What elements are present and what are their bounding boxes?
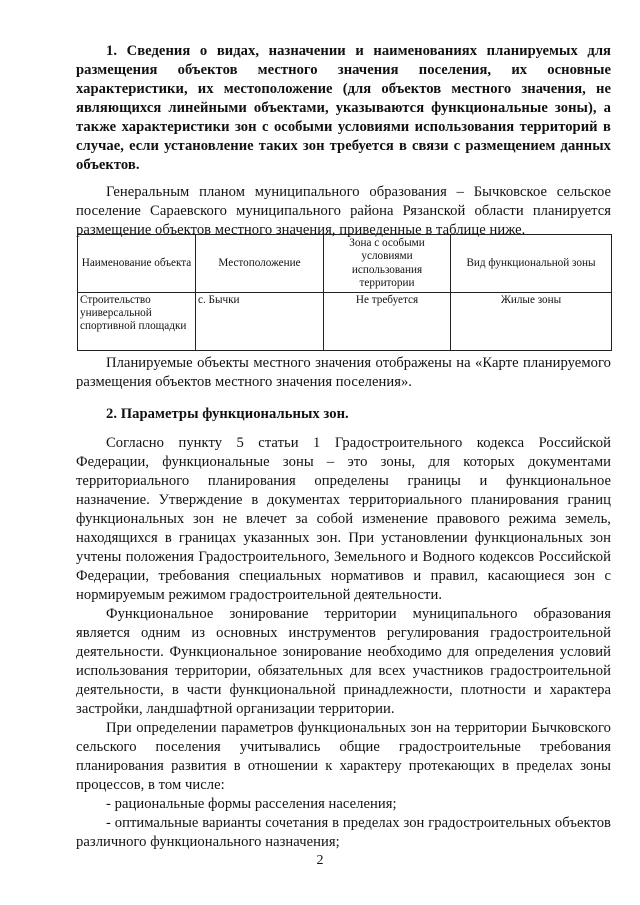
after-table-paragraph: Планируемые объекты местного значения отображены на «Карте планируемого размещения объектов местного значения поселения».: [76, 355, 611, 390]
section-2-heading: 2. Параметры функциональных зон.: [106, 406, 349, 422]
table-row: [78, 293, 612, 351]
section-2-body: [76, 434, 611, 852]
cell-object-name: Строительство универсальной спортивной площадки: [78, 293, 196, 351]
table-header-row: [78, 235, 612, 293]
paragraph: Функциональное зонирование территории муниципального образования является одним из основных инструментов регулирования градостроительной деятельности. Функциональное зонирование необходимо для определения условий использования территории, обязательных для всех участников градостроительной деятельности, в части функциональной принадлежности, плотности и характера застройки, ландшафтной организации территории.: [76, 606, 611, 717]
header-object-name: Наименование объекта: [78, 235, 196, 293]
header-functional-zone: Вид функциональной зоны: [451, 235, 612, 293]
page-number: 2: [316, 853, 324, 868]
section-1-heading: 1. Сведения о видах, назначении и наименованиях планируемых для размещения объектов местного значения поселения, их основные характеристики, их местоположение (для объектов местного значения, не являющихся линейными объектами, указываются функциональные зоны), а также характеристики зон с особыми условиями использования территорий в случае, если установление таких зон требуется в связи с размещением данных объектов.: [76, 43, 611, 173]
header-special-zone: Зона с особыми условиями использования территории: [324, 235, 451, 293]
intro-paragraph: Генеральным планом муниципального образования – Бычковское сельское поселение Сараевского муниципального района Рязанской области планируется размещение объектов местного значения, приведенные в таблице ниже.: [76, 184, 611, 238]
cell-functional-zone: Жилые зоны: [451, 293, 612, 351]
paragraph: При определении параметров функциональных зон на территории Бычковского сельского поселения учитывались общие градостроительные требования планирования развития в отношении к характеру протекающих в пределах зоны процессов, в том числе:: [76, 720, 611, 793]
header-location: Местоположение: [196, 235, 324, 293]
cell-special-zone: Не требуется: [324, 293, 451, 351]
cell-location: с. Бычки: [196, 293, 324, 351]
list-item: - рациональные формы расселения населения;: [106, 796, 397, 812]
list-item: - оптимальные варианты сочетания в пределах зон градостроительных объектов различного функционального назначения;: [76, 815, 611, 850]
planned-objects-table: [77, 234, 612, 351]
paragraph: Согласно пункту 5 статьи 1 Градостроительного кодекса Российской Федерации, функциональные зоны – это зоны, для которых документами территориального планирования определены границы и функциональное назначение. Утверждение в документах территориального планирования границ функциональных зон не влечет за собой изменение правового режима земель, находящихся в границах указанных зон. При установлении функциональных зон учтены положения Градостроительного, Земельного и Водного кодексов Российской Федерации, требования специальных нормативов и правил, касающиеся зон с нормируемым режимом градостроительной деятельности.: [76, 435, 611, 603]
